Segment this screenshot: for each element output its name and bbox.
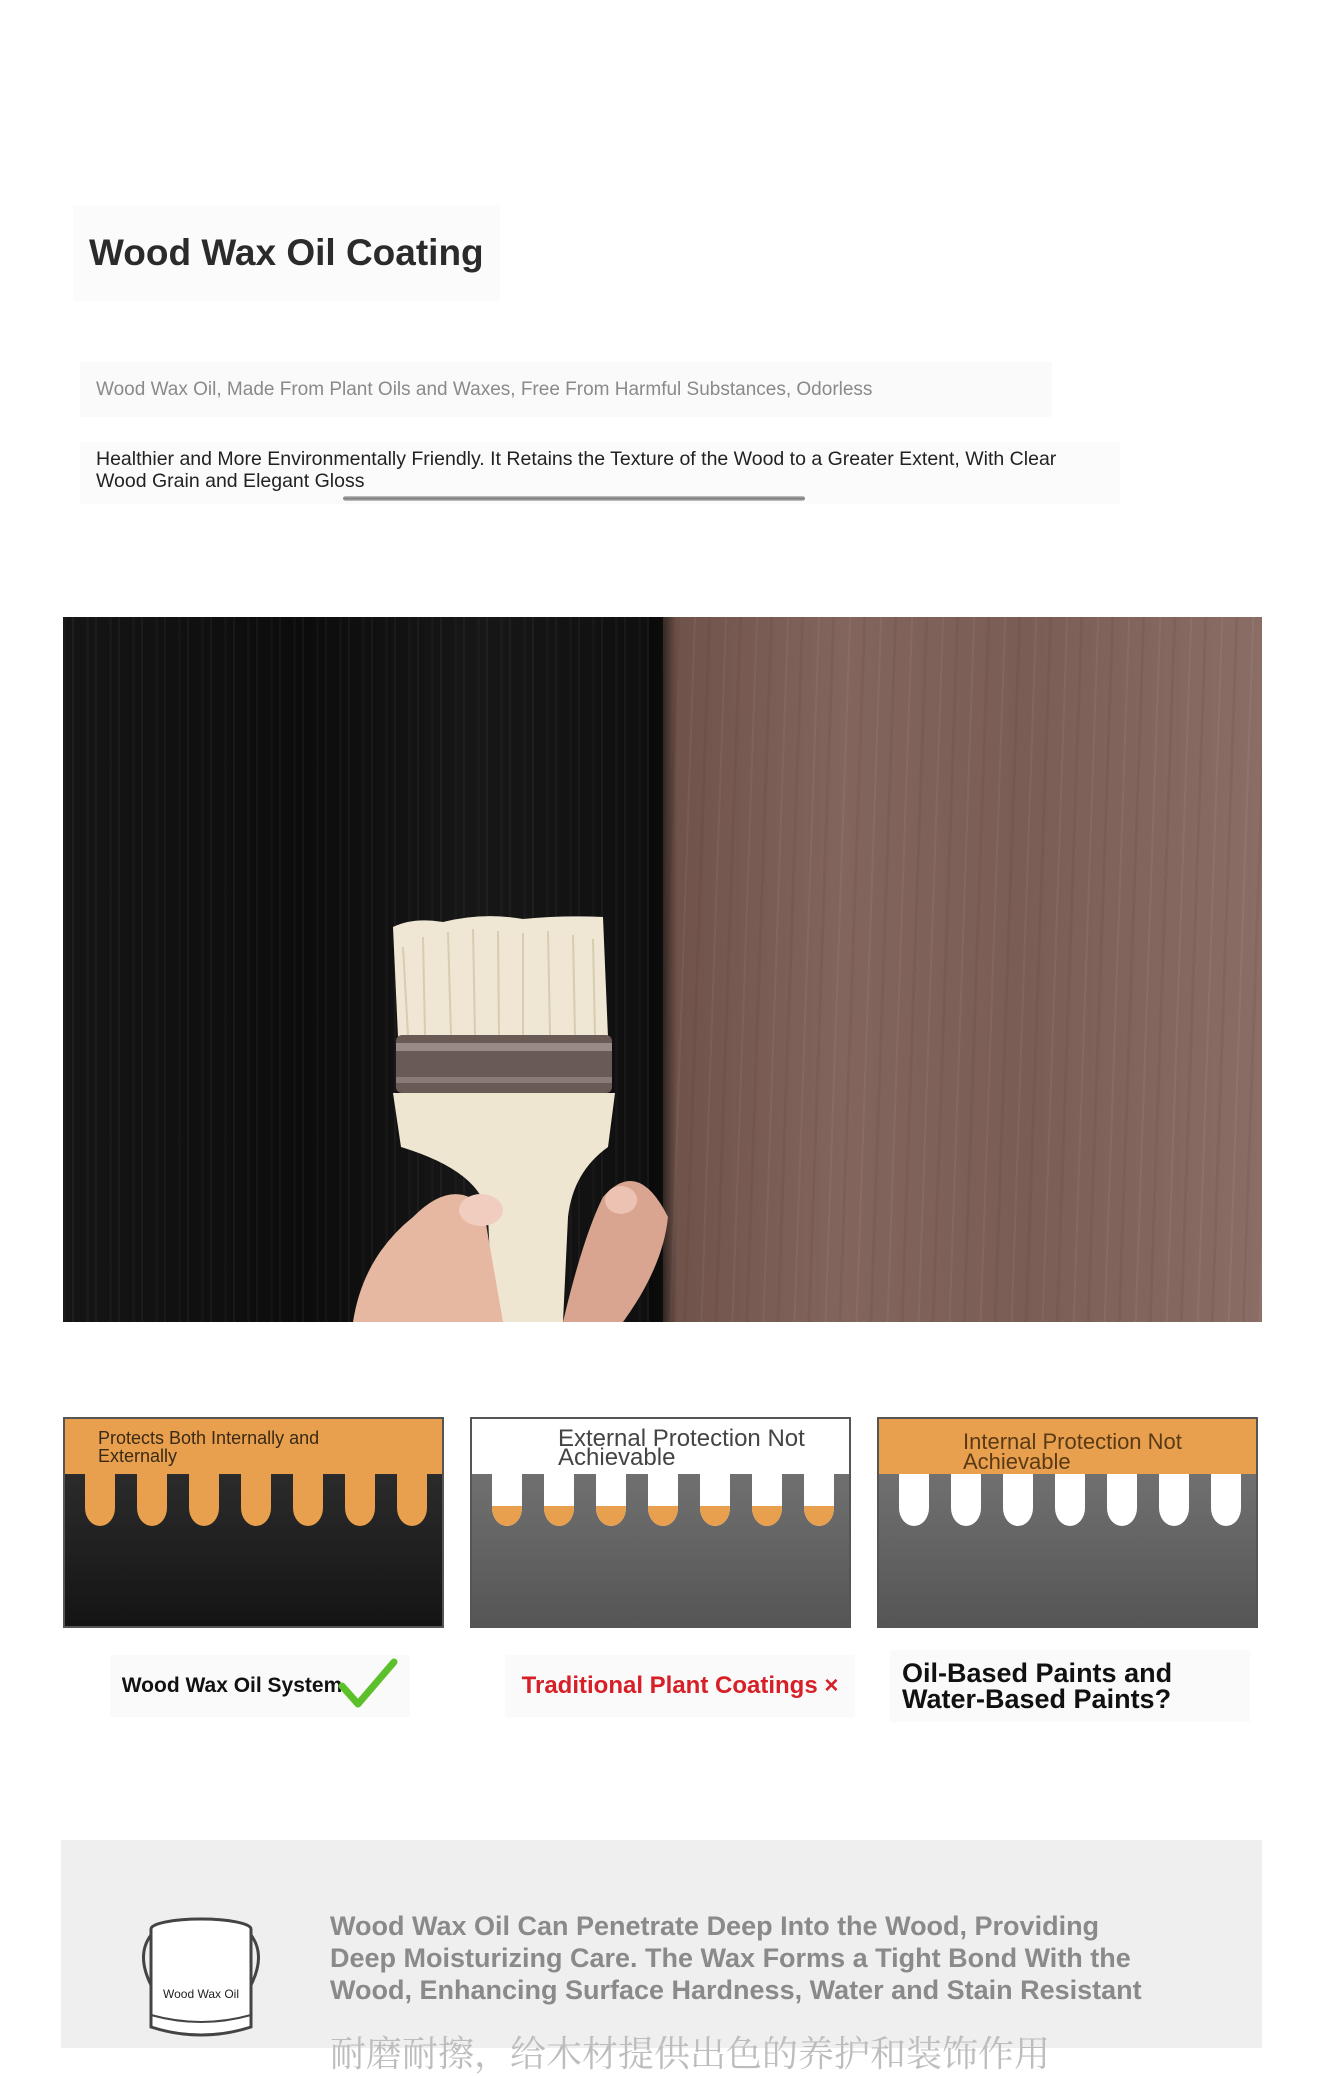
wood-wax-oil-diagram [63,1417,444,1628]
hero-brush-image [63,617,1262,1322]
feature-text-cn: 耐磨耐擦，给木材提供出色的养护和装饰作用 [330,2033,1051,2074]
pores-partial-graphic [472,1474,851,1628]
label-paints: Oil-Based Paints and Water-Based Paints? [890,1650,1250,1722]
panel-caption: Protects Both Internally and Externally [98,1428,320,1466]
label-text: Wood Wax Oil System [121,1674,343,1697]
subtitle: Wood Wax Oil, Made From Plant Oils and Waxes, Free From Harmful Substances, Odorless [80,362,1052,417]
label-wood-wax-oil [110,1655,410,1717]
label-traditional: Traditional Plant Coatings × [505,1655,855,1717]
gloss-divider [343,496,805,501]
can-label: Wood Wax Oil [162,1987,240,2001]
paint-can-icon [136,1915,266,2040]
panel-caption: Internal Protection Not Achievable [963,1429,1182,1474]
traditional-coating-diagram [470,1417,851,1628]
description: Healthier and More Environmentally Friendly. It Retains the Texture of the Wood to a Greater Extent, With Clear Wood Grain and Elegant Gloss [80,442,1120,504]
pores-filled-graphic [65,1474,444,1628]
page-title: Wood Wax Oil Coating [73,205,500,301]
paint-diagram [877,1417,1258,1628]
feature-text: Wood Wax Oil Can Penetrate Deep Into the Wood, Providing Deep Moisturizing Care. The Wax Forms a Tight Bond With the Wood, Enhancing Surface Hardness, Water and Stain Resistant [330,1911,1142,2005]
pores-empty-graphic [879,1474,1258,1628]
brush-and-hand-illustration [63,617,1262,1322]
check-icon [338,1656,398,1710]
panel-caption: External Protection Not Achievable [558,1425,805,1471]
